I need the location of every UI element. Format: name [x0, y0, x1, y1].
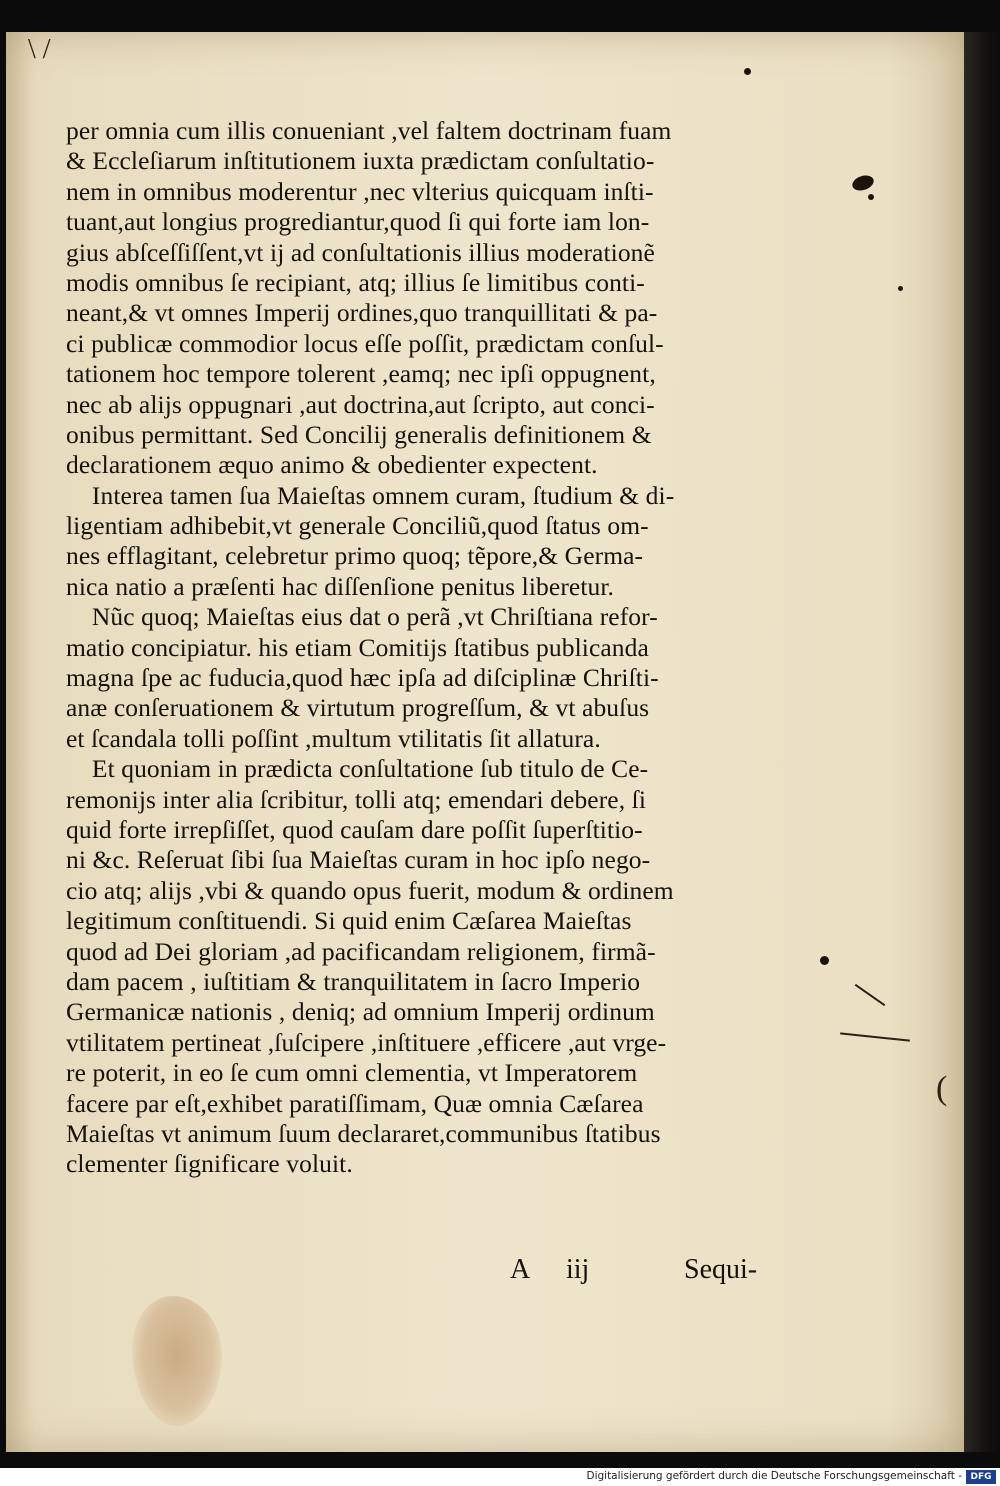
digitization-credit: Digitalisierung gefördert durch die Deutsche Forschungsgemeinschaft -: [586, 1470, 962, 1482]
text-line: re poterit, in eo ſe cum omni clementia, vt Imperatorem: [66, 1058, 638, 1088]
text-line: vtilitatem pertineat ,ſuſcipere ,inſtituere ,efficere ,aut vrge-: [66, 1027, 667, 1057]
text-line: modis omnibus ſe recipiant, atq; illius ſe limitibus conti-: [66, 267, 645, 297]
text-line: tationem hoc tempore tolerent ,eamq; nec ipſi oppugnent,: [66, 359, 656, 389]
ink-blot-right-lower: [820, 956, 829, 965]
text-line: gius abſceſſiſſent,vt ij ad conſultationis illius moderationẽ: [66, 237, 655, 267]
text-line: ligentiam adhibebit,vt generale Conciliũ,quod ſtatus om-: [66, 511, 649, 541]
text-line: et ſcandala tolli poſſint ,multum vtilitatis ſit allatura.: [66, 723, 601, 753]
text-line: clementer ſignificare voluit.: [66, 1149, 353, 1179]
text-line: declarationem æquo animo & obedienter expectent.: [66, 450, 598, 480]
page-body-text: [66, 116, 811, 1180]
text-line: dam pacem , iuſtitiam & tranquilitatem in ſacro Imperio: [66, 966, 641, 996]
text-line: Et quoniam in prædicta conſultatione ſub titulo de Ce-: [66, 754, 649, 784]
page-footer: [0, 1254, 964, 1294]
ink-blot-top: [744, 68, 751, 75]
digitization-credit-bar: [0, 1468, 1000, 1486]
text-line: ni &c. Reſeruat ſibi ſua Maieſtas curam in hoc ipſo nego-: [66, 845, 651, 875]
text-line: quid forte irrepſiſſet, quod cauſam dare poſſit ſuperſtitio-: [66, 814, 643, 844]
text-line: anæ conſeruationem & virtutum progreſſum, & vt abuſus: [66, 693, 650, 723]
text-line: quod ad Dei gloriam ,ad pacificandam religionem, firmã-: [66, 936, 656, 966]
text-line: neant,& vt omnes Imperij ordines,quo tranquillitati & pa-: [66, 298, 658, 328]
text-line: Nũc quoq; Maieſtas eius dat o perã ,vt Chriſtiana refor-: [66, 602, 658, 632]
text-line: per omnia cum illis conueniant ,vel faltem doctrinam fuam: [66, 116, 672, 145]
text-line: Interea tamen ſua Maieſtas omnem curam, ſtudium & di-: [66, 480, 675, 510]
ink-blot-right-upper-dot: [868, 194, 874, 200]
text-line: matio concipiatur. his etiam Comitijs ſtatibus publicanda: [66, 632, 649, 662]
catchword: Sequi-: [684, 1254, 758, 1285]
margin-mark-top-left: \ /: [28, 34, 51, 65]
text-line: nec ab alijs oppugnari ,aut doctrina,aut ſcripto, aut conci-: [66, 389, 655, 419]
text-line: remonijs inter alia ſcribitur, tolli atq; emendari debere, ſi: [66, 784, 647, 814]
ink-blot-right-mid: [898, 286, 903, 291]
page-edge-shadow: [964, 32, 1000, 1452]
text-line: onibus permittant. Sed Concilij generalis definitionem &: [66, 419, 652, 449]
text-line: Germanicæ nationis , deniq; ad omnium Imperij ordinum: [66, 997, 655, 1027]
text-line: tuant,aut longius progrediantur,quod ſi qui forte iam lon-: [66, 207, 650, 237]
text-line: & Eccleſiarum inſtitutionem iuxta prædictam conſultatio-: [66, 146, 655, 176]
text-line: nem in omnibus moderentur ,nec vlterius quicquam inſti-: [66, 176, 654, 206]
text-line: nes efflagitant, celebretur primo quoq; tẽpore,& Germa-: [66, 541, 644, 571]
text-line: Maieſtas vt animum ſuum declararet,communibus ſtatibus: [66, 1118, 661, 1148]
text-line: facere par eſt,exhibet paratiſſimam, Quæ omnia Cæſarea: [66, 1088, 644, 1118]
text-line: nica natio a præſenti hac diſſenſione penitus liberetur.: [66, 571, 615, 601]
text-line: legitimum conſtituendi. Si quid enim Cæſarea Maieſtas: [66, 906, 632, 936]
text-line: magna ſpe ac fuducia,quod hæc ipſa ad diſciplinæ Chriſti-: [66, 663, 659, 693]
dfg-logo: DFG: [966, 1470, 996, 1484]
text-line: cio atq; alijs ,vbi & quando opus fuerit, modum & ordinem: [66, 875, 674, 905]
margin-mark-bracket: (: [936, 1070, 948, 1107]
signature-mark: A: [510, 1254, 531, 1285]
text-line: ci publicæ commodior locus eſſe poſſit, prædictam conſul-: [66, 328, 664, 358]
signature-number: iij: [566, 1254, 590, 1285]
